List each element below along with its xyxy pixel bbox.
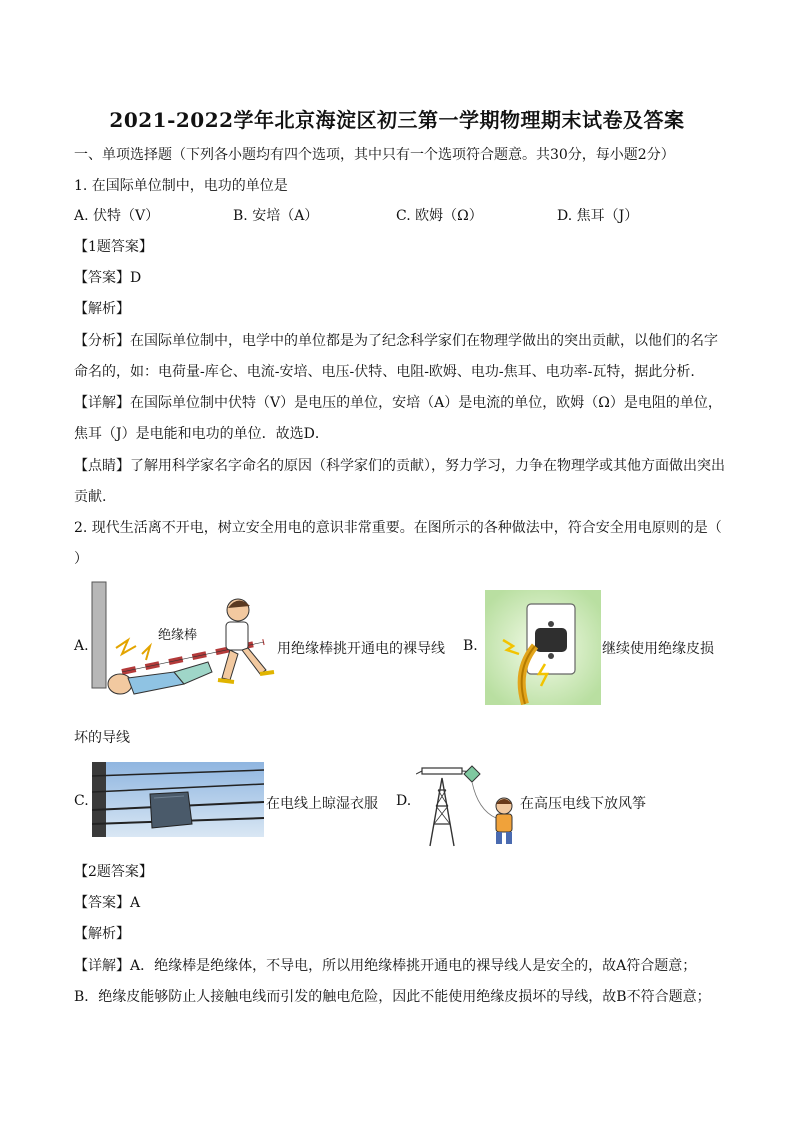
q2-fig-b-caption-cont: 坏的导线: [74, 730, 130, 746]
q2-fig-b-caption: 继续使用绝缘皮损: [602, 641, 714, 657]
q2-fig-a-label: 绝缘棒: [158, 628, 198, 643]
q2-fig-a-prefix: A.: [74, 638, 89, 654]
q2-stem-line2: ）: [74, 551, 88, 567]
q1-xiangjie-line2: 焦耳（J）是电能和电功的单位．故选D．: [74, 426, 329, 442]
q1-dianjing-line2: 贡献.: [74, 489, 107, 505]
q2-xiangjie-b: B．绝缘皮能够防止人接触电线而引发的触电危险，因此不能使用绝缘皮损坏的导线，故B不符合题意；: [74, 989, 711, 1005]
section-heading: 一、单项选择题（下列各小题均有四个选项，其中只有一个选项符合题意。共30分，每小题2分）: [74, 147, 675, 163]
q1-stem: 1. 在国际单位制中，电功的单位是: [74, 178, 288, 194]
q2-answer: 【答案】A: [74, 895, 141, 911]
q2-fig-b-prefix: B.: [463, 638, 478, 654]
page-title: 2021-2022学年北京海淀区初三第一学期物理期末试卷及答案: [109, 108, 685, 132]
q2-fig-d-prefix: D.: [396, 793, 412, 809]
q2-stem-line1: 2. 现代生活离不开电，树立安全用电的意识非常重要。在图所示的各种做法中，符合安全用电原则的是（: [74, 520, 722, 536]
q1-fenxi-line1: 【分析】在国际单位制中，电学中的单位都是为了纪念科学家们在物理学做出的突出贡献，以他们的名字: [74, 333, 718, 349]
q1-dianjing-line1: 【点睛】了解用科学家名字命名的原因（科学家们的贡献），努力学习，力争在物理学或其他方面做出突出: [74, 458, 725, 474]
q1-answer-tag: 【1题答案】: [74, 239, 153, 255]
fig-a-insulating-rod-illustration: [88, 580, 284, 712]
q2-fig-a-caption: 用绝缘棒挑开通电的裸导线: [277, 641, 445, 657]
q2-fig-c-prefix: C.: [74, 793, 89, 809]
q2-fig-d-caption: 在高压电线下放风筝: [520, 796, 646, 812]
fig-d-kite-under-power-line-illustration: [416, 760, 522, 848]
q1-option-d: D. 焦耳（J）: [557, 208, 639, 224]
q1-option-b: B. 安培（A）: [233, 208, 319, 224]
q1-answer: 【答案】D: [74, 270, 142, 286]
fig-b-damaged-plug-illustration: [485, 590, 601, 705]
q1-fenxi-line2: 命名的，如：电荷量-库仑、电流-安培、电压-伏特、电阻-欧姆、电功-焦耳、电功率-瓦特，据此分析.: [74, 364, 695, 380]
q1-option-a: A. 伏特（V）: [74, 208, 160, 224]
q2-answer-tag: 【2题答案】: [74, 864, 153, 880]
q1-option-c: C. 欧姆（Ω）: [396, 208, 483, 224]
q2-fig-c-caption: 在电线上晾湿衣服: [266, 796, 378, 812]
fig-c-wet-clothes-on-wire-photo: [92, 762, 264, 837]
q2-xiangjie-a: 【详解】A．绝缘棒是绝缘体，不导电，所以用绝缘棒挑开通电的裸导线人是安全的，故A符合题意；: [74, 958, 697, 974]
q1-analysis-tag: 【解析】: [74, 301, 130, 317]
q2-analysis-tag: 【解析】: [74, 926, 130, 942]
q1-xiangjie-line1: 【详解】在国际单位制中伏特（V）是电压的单位，安培（A）是电流的单位，欧姆（Ω）是电阻的单位，: [74, 395, 722, 411]
